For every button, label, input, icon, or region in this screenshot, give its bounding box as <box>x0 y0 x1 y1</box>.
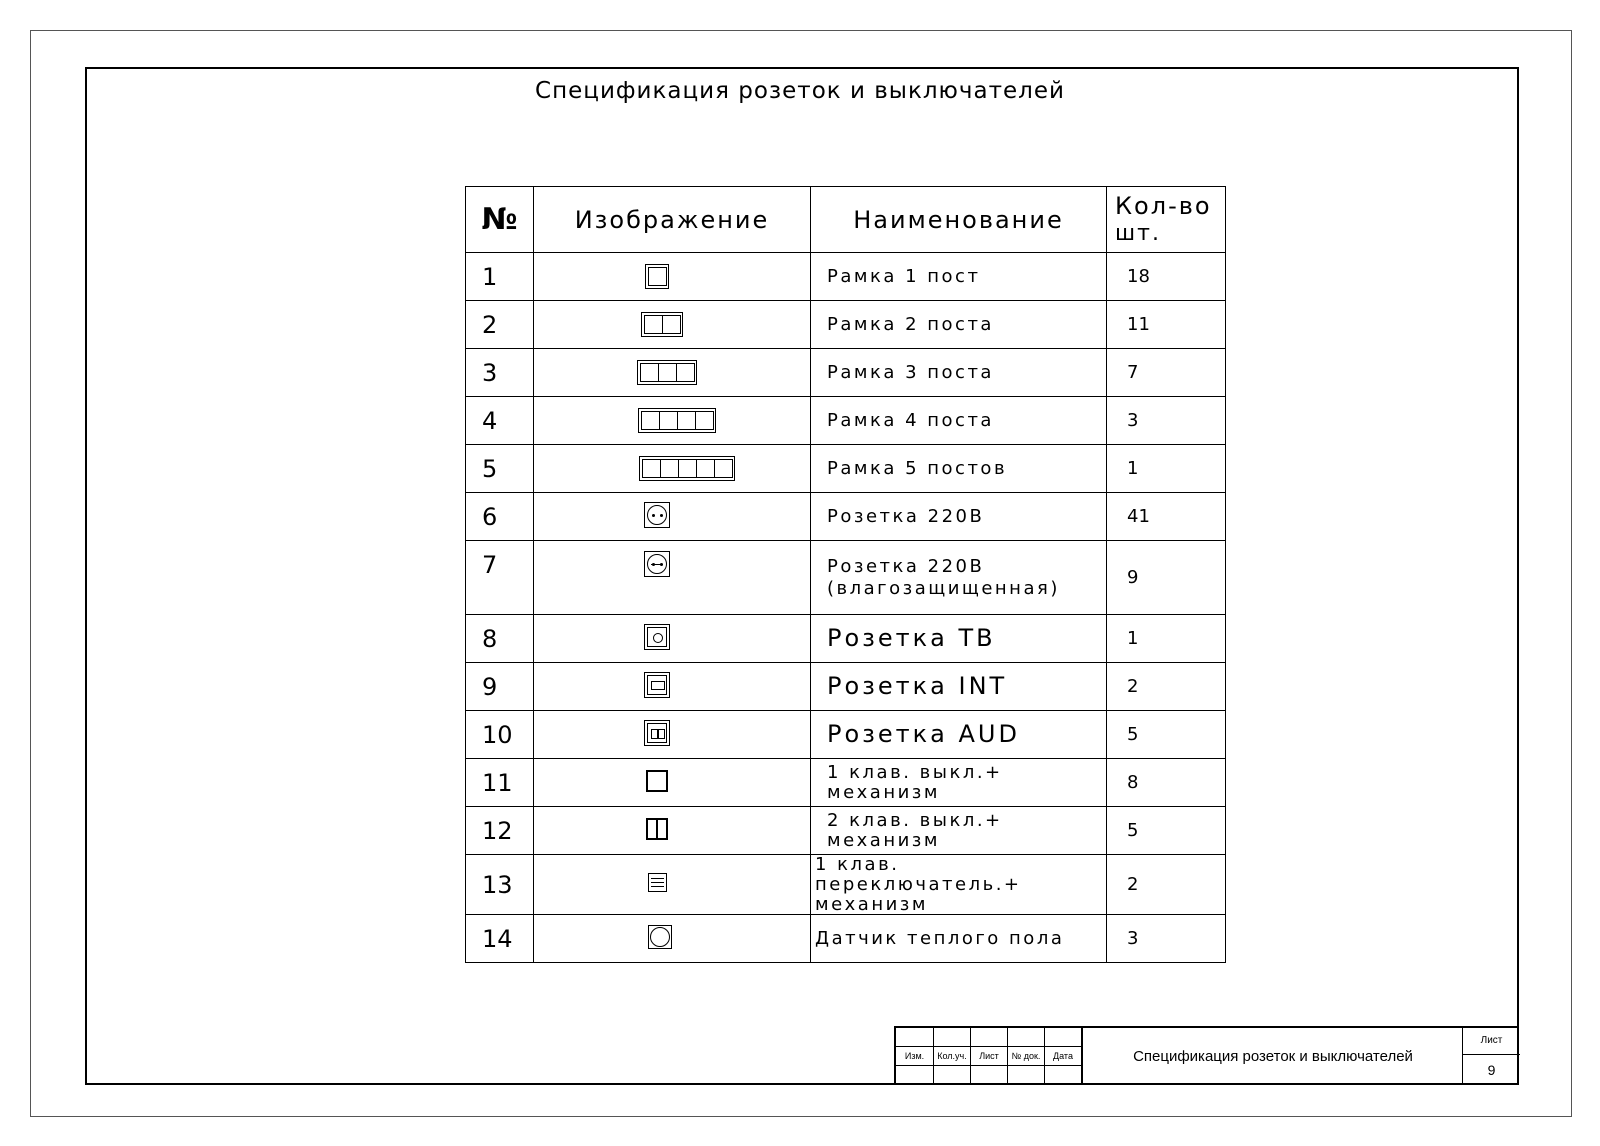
col-izm: Изм. <box>896 1047 934 1066</box>
row-name-line1: 2 клав. выкл.+ <box>827 809 1003 831</box>
row-name: Датчик теплого пола <box>811 915 1107 963</box>
row-qty: 3 <box>1107 397 1226 445</box>
row-name <box>811 855 1107 915</box>
table-row <box>466 711 1226 759</box>
row-qty: 7 <box>1107 349 1226 397</box>
frame-4-icon <box>638 408 716 433</box>
table-row <box>466 759 1226 807</box>
table-row <box>466 541 1226 615</box>
row-name-line2: механизм <box>827 829 940 851</box>
col-kol-uch: Кол.уч. <box>934 1047 971 1066</box>
row-number: 10 <box>466 711 534 759</box>
toggle-switch-icon <box>648 873 667 892</box>
table-row <box>466 445 1226 493</box>
sheet-number: 9 <box>1487 1062 1496 1078</box>
row-number: 4 <box>466 397 534 445</box>
row-qty: 8 <box>1107 759 1226 807</box>
title-block <box>894 1026 1519 1085</box>
socket-aud-icon <box>644 720 670 746</box>
floor-heating-sensor-icon <box>648 925 672 949</box>
row-number: 2 <box>466 301 534 349</box>
switch-2-key-icon <box>646 818 668 840</box>
table-row <box>466 855 1226 915</box>
header-name: Наименование <box>811 187 1107 253</box>
row-qty: 1 <box>1107 445 1226 493</box>
row-number: 5 <box>466 445 534 493</box>
table-row <box>466 663 1226 711</box>
socket-tv-icon <box>644 624 670 650</box>
row-qty: 9 <box>1107 541 1226 615</box>
row-name: Рамка 2 поста <box>811 301 1107 349</box>
row-name <box>811 759 1107 807</box>
table-row <box>466 615 1226 663</box>
frame-5-icon <box>639 456 735 481</box>
row-name: Розетка ТВ <box>811 615 1107 663</box>
row-qty: 18 <box>1107 253 1226 301</box>
row-qty: 5 <box>1107 711 1226 759</box>
row-number: 12 <box>466 807 534 855</box>
row-number: 1 <box>466 253 534 301</box>
row-qty: 2 <box>1107 855 1226 915</box>
row-qty: 2 <box>1107 663 1226 711</box>
row-name-line1: 1 клав. выкл.+ <box>827 761 1003 783</box>
socket-220v-icon <box>644 502 670 528</box>
row-name-line2: механизм <box>827 781 940 803</box>
row-name: Розетка INT <box>811 663 1107 711</box>
row-qty: 5 <box>1107 807 1226 855</box>
table-row <box>466 493 1226 541</box>
row-name: Рамка 5 постов <box>811 445 1107 493</box>
row-name <box>811 541 1107 615</box>
title-block-revision-grid <box>896 1028 1082 1085</box>
socket-220v-waterproof-icon <box>644 551 670 577</box>
row-name: Розетка 220В <box>811 493 1107 541</box>
sheet-label: Лист <box>1463 1028 1520 1055</box>
row-name <box>811 807 1107 855</box>
row-number: 6 <box>466 493 534 541</box>
row-name-line2: (влагозащищенная) <box>827 577 1060 599</box>
col-date: Дата <box>1045 1047 1082 1066</box>
row-qty: 3 <box>1107 915 1226 963</box>
row-number: 13 <box>466 855 534 915</box>
row-name-line1: 1 клав. переключатель.+ <box>815 854 1022 895</box>
header-image: Изображение <box>534 187 811 253</box>
title-block-document-title: Спецификация розеток и выключателей <box>1082 1028 1463 1085</box>
row-name-line2: механизм <box>815 893 928 915</box>
row-name: Рамка 1 пост <box>811 253 1107 301</box>
col-doc-no: № док. <box>1008 1047 1045 1066</box>
switch-1-key-icon <box>646 770 668 792</box>
row-name: Розетка AUD <box>811 711 1107 759</box>
socket-int-icon <box>644 672 670 698</box>
table-row <box>466 253 1226 301</box>
row-name: Рамка 4 поста <box>811 397 1107 445</box>
header-qty-unit: шт. <box>1115 220 1161 246</box>
header-qty <box>1107 187 1226 253</box>
table-row <box>466 301 1226 349</box>
row-qty: 41 <box>1107 493 1226 541</box>
table-row <box>466 807 1226 855</box>
header-qty-label: Кол-во <box>1115 191 1212 220</box>
row-number: 14 <box>466 915 534 963</box>
row-number: 9 <box>466 663 534 711</box>
row-number: 3 <box>466 349 534 397</box>
table-row <box>466 915 1226 963</box>
col-list: Лист <box>971 1047 1008 1066</box>
row-number: 8 <box>466 615 534 663</box>
table-header-row <box>466 187 1226 253</box>
frame-1-icon <box>645 264 669 289</box>
title-block-sheet <box>1462 1028 1520 1085</box>
page-title: Спецификация розеток и выключателей <box>535 78 1065 104</box>
specification-table <box>465 186 1226 963</box>
row-qty: 11 <box>1107 301 1226 349</box>
table-row <box>466 349 1226 397</box>
row-name: Рамка 3 поста <box>811 349 1107 397</box>
row-number: 11 <box>466 759 534 807</box>
frame-3-icon <box>637 360 697 385</box>
header-num: № <box>466 187 534 253</box>
row-name-line1: Розетка 220В <box>827 555 985 577</box>
row-number: 7 <box>466 541 534 615</box>
frame-2-icon <box>641 312 683 337</box>
row-qty: 1 <box>1107 615 1226 663</box>
table-row <box>466 397 1226 445</box>
